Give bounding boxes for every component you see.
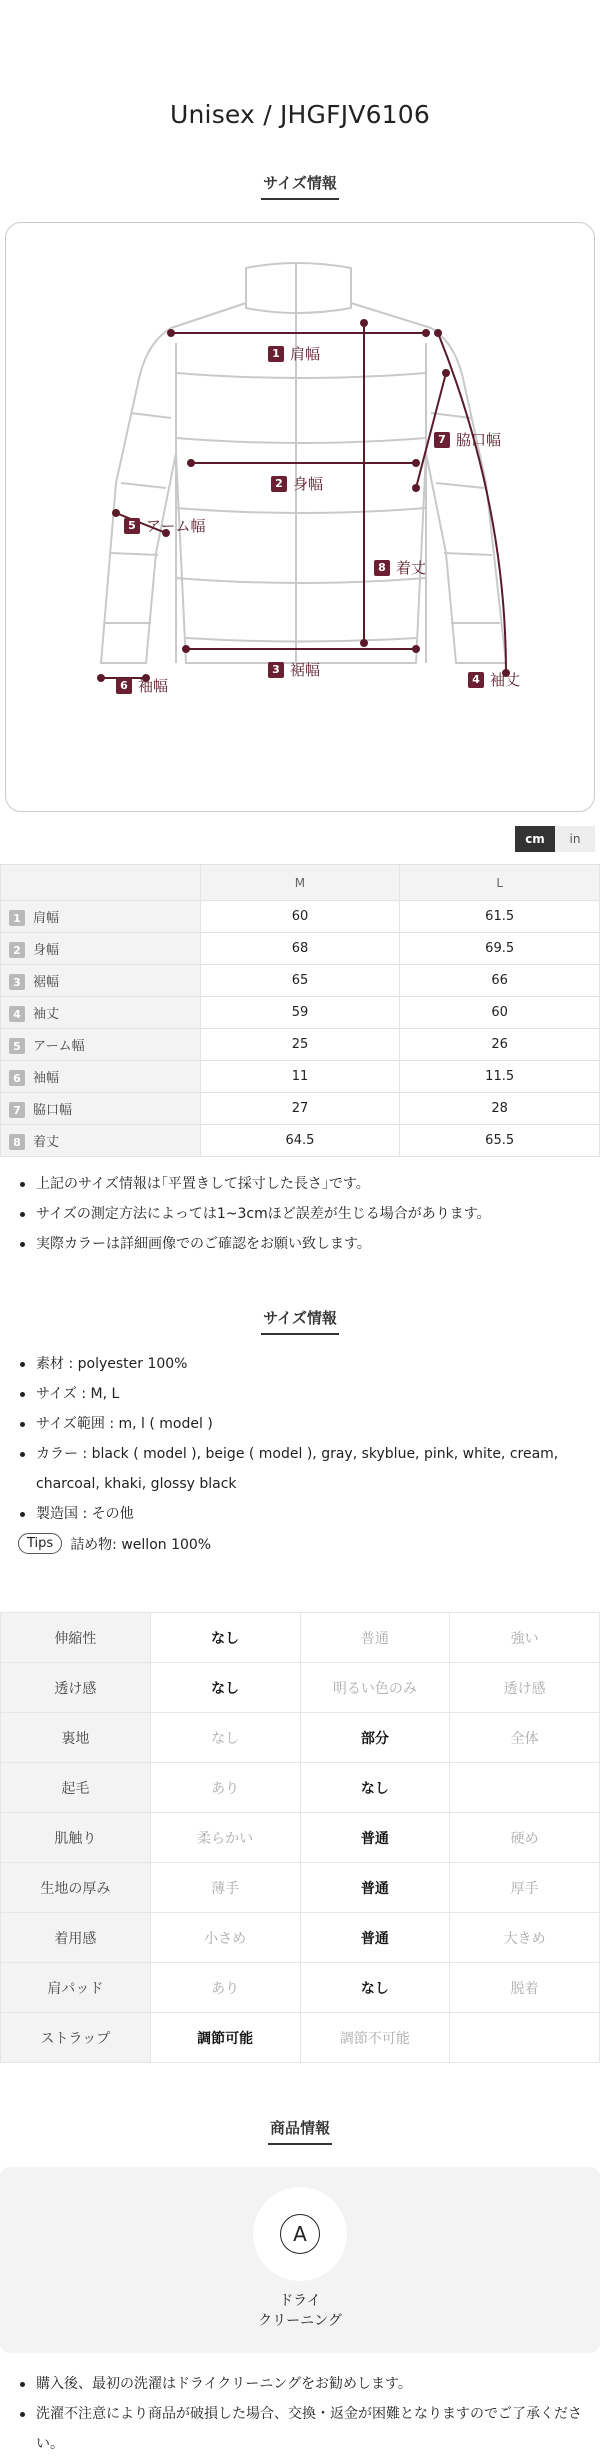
value-l: 28 (400, 1093, 600, 1125)
attribute-option-selected: なし (300, 1763, 450, 1813)
attribute-name: ストラップ (1, 2013, 151, 2063)
size-section-title: サイズ情報 (0, 172, 600, 200)
row-label: 裾幅 (33, 974, 60, 990)
attribute-option: あり (150, 1763, 300, 1813)
row-number: 2 (9, 942, 25, 958)
attribute-option (450, 1763, 600, 1813)
value-m: 27 (200, 1093, 400, 1125)
attribute-option: 大きめ (450, 1913, 600, 1963)
attribute-option: あり (150, 1963, 300, 2013)
row-label: 脇口幅 (33, 1102, 73, 1118)
attribute-row (1, 1963, 600, 2013)
table-row (1, 1125, 600, 1157)
attribute-name: 伸縮性 (1, 1613, 151, 1663)
row-label: 袖幅 (33, 1070, 60, 1086)
attribute-option: 全体 (450, 1713, 600, 1763)
value-m: 25 (200, 1029, 400, 1061)
tips-text: 詰め物: wellon 100% (70, 1536, 212, 1553)
label-arm-width: 5 アーム幅 (124, 515, 206, 536)
attribute-row (1, 1613, 600, 1663)
label-sleeve-length: 4 袖丈 (468, 669, 520, 690)
jacket-illustration (6, 223, 595, 812)
table-row (1, 965, 600, 997)
value-l: 60 (400, 997, 600, 1029)
value-m: 65 (200, 965, 400, 997)
attribute-row (1, 2013, 600, 2063)
row-number: 8 (9, 1134, 25, 1150)
list-item: 実際カラーは詳細画像でのご確認をお願い致します。 (18, 1229, 582, 1259)
row-number: 1 (9, 910, 25, 926)
attribute-option-selected: なし (300, 1963, 450, 2013)
attribute-option-selected: なし (150, 1613, 300, 1663)
attribute-option: 小さめ (150, 1913, 300, 1963)
attribute-option-selected: 調節可能 (150, 2013, 300, 2063)
dry-clean-symbol: A (280, 2214, 320, 2254)
table-row (1, 1061, 600, 1093)
table-row (1, 933, 600, 965)
attribute-option: 薄手 (150, 1863, 300, 1913)
measurement-diagram (5, 222, 595, 812)
attribute-row (1, 1863, 600, 1913)
table-row (1, 997, 600, 1029)
attribute-option-selected: 普通 (300, 1813, 450, 1863)
header-size-l: L (400, 865, 600, 901)
attribute-option (450, 2013, 600, 2063)
value-m: 68 (200, 933, 400, 965)
dry-clean-icon (253, 2187, 347, 2281)
header-size-m: M (200, 865, 400, 901)
attribute-option-selected: 普通 (300, 1913, 450, 1963)
attribute-name: 裏地 (1, 1713, 151, 1763)
product-section-title: 商品情報 (0, 2117, 600, 2145)
attribute-name: 起毛 (1, 1763, 151, 1813)
product-title: Unisex / JHGFJV6106 (170, 100, 430, 129)
value-l: 66 (400, 965, 600, 997)
care-notes (0, 2353, 600, 2459)
size-notes (0, 1157, 600, 1259)
list-item: サイズの測定方法によっては1~3cmほど誤差が生じる場合があります。 (18, 1199, 582, 1229)
value-l: 65.5 (400, 1125, 600, 1157)
attribute-table (0, 1612, 600, 2063)
attribute-name: 着用感 (1, 1913, 151, 1963)
attribute-row (1, 1763, 600, 1813)
attribute-option: 明るい色のみ (300, 1663, 450, 1713)
label-chest-width: 2 身幅 (271, 473, 323, 494)
attribute-name: 透け感 (1, 1663, 151, 1713)
attribute-option: 脱着 (450, 1963, 600, 2013)
row-label: 袖丈 (33, 1006, 60, 1022)
row-label: 肩幅 (33, 910, 60, 926)
row-number: 5 (9, 1038, 25, 1054)
list-item: サイズ : M, L (18, 1379, 582, 1409)
label-shoulder-width: 1 肩幅 (268, 343, 320, 364)
attribute-option: 硬め (450, 1813, 600, 1863)
list-item: 上記のサイズ情報は｢平置きして採寸した長さ｣です。 (18, 1169, 582, 1199)
attribute-option: 透け感 (450, 1663, 600, 1713)
value-m: 11 (200, 1061, 400, 1093)
size-table (0, 864, 600, 1157)
unit-toggle (0, 826, 595, 852)
row-label: アーム幅 (33, 1038, 85, 1054)
attribute-row (1, 1713, 600, 1763)
attribute-row (1, 1813, 600, 1863)
value-m: 60 (200, 901, 400, 933)
attribute-name: 肩パッド (1, 1963, 151, 2013)
attribute-option-selected: なし (150, 1663, 300, 1713)
row-number: 6 (9, 1070, 25, 1086)
unit-in-button[interactable]: in (555, 826, 595, 852)
tips-row (0, 1529, 600, 1554)
list-item: サイズ範囲 : m, l ( model ) (18, 1409, 582, 1439)
value-l: 69.5 (400, 933, 600, 965)
attribute-option: 厚手 (450, 1863, 600, 1913)
table-row (1, 1093, 600, 1125)
value-l: 26 (400, 1029, 600, 1061)
attribute-row (1, 1663, 600, 1713)
attribute-option-selected: 普通 (300, 1863, 450, 1913)
care-box (0, 2167, 600, 2353)
attribute-option: なし (150, 1713, 300, 1763)
row-label: 身幅 (33, 942, 60, 958)
list-item: 購入後、最初の洗濯はドライクリーニングをお勧めします。 (18, 2369, 582, 2399)
row-number: 7 (9, 1102, 25, 1118)
list-item: カラー : black ( model ), beige ( model ), gray, skyblue, pink, white, cream, charcoal, khaki, glossy black (18, 1439, 582, 1499)
attribute-name: 生地の厚み (1, 1863, 151, 1913)
value-m: 64.5 (200, 1125, 400, 1157)
attribute-option: 強い (450, 1613, 600, 1663)
value-l: 61.5 (400, 901, 600, 933)
value-m: 59 (200, 997, 400, 1029)
table-row (1, 901, 600, 933)
attribute-option-selected: 部分 (300, 1713, 450, 1763)
label-armhole-width: 7 脇口幅 (434, 429, 501, 450)
attribute-option: 柔らかい (150, 1813, 300, 1863)
row-number: 3 (9, 974, 25, 990)
value-l: 11.5 (400, 1061, 600, 1093)
size-table-header (1, 865, 600, 901)
spec-section-title: サイズ情報 (0, 1307, 600, 1335)
attribute-option: 調節不可能 (300, 2013, 450, 2063)
header-blank (1, 865, 201, 901)
care-label: ドライ クリーニング (258, 2293, 342, 2329)
row-number: 4 (9, 1006, 25, 1022)
attribute-name: 肌触り (1, 1813, 151, 1863)
label-cuff-width: 6 袖幅 (116, 675, 168, 696)
list-item: 素材 : polyester 100% (18, 1349, 582, 1379)
row-label: 着丈 (33, 1134, 60, 1150)
list-item: 洗濯不注意により商品が破損した場合、交換・返金が困難となりますのでご了承ください。 (18, 2399, 582, 2459)
attribute-row (1, 1913, 600, 1963)
unit-cm-button[interactable]: cm (515, 826, 555, 852)
spec-list (0, 1335, 600, 1529)
list-item: 製造国 : その他 (18, 1499, 582, 1529)
tips-badge: Tips (18, 1533, 62, 1554)
label-hem-width: 3 裾幅 (268, 659, 320, 680)
attribute-option: 普通 (300, 1613, 450, 1663)
table-row (1, 1029, 600, 1061)
label-total-length: 8 着丈 (374, 557, 426, 578)
